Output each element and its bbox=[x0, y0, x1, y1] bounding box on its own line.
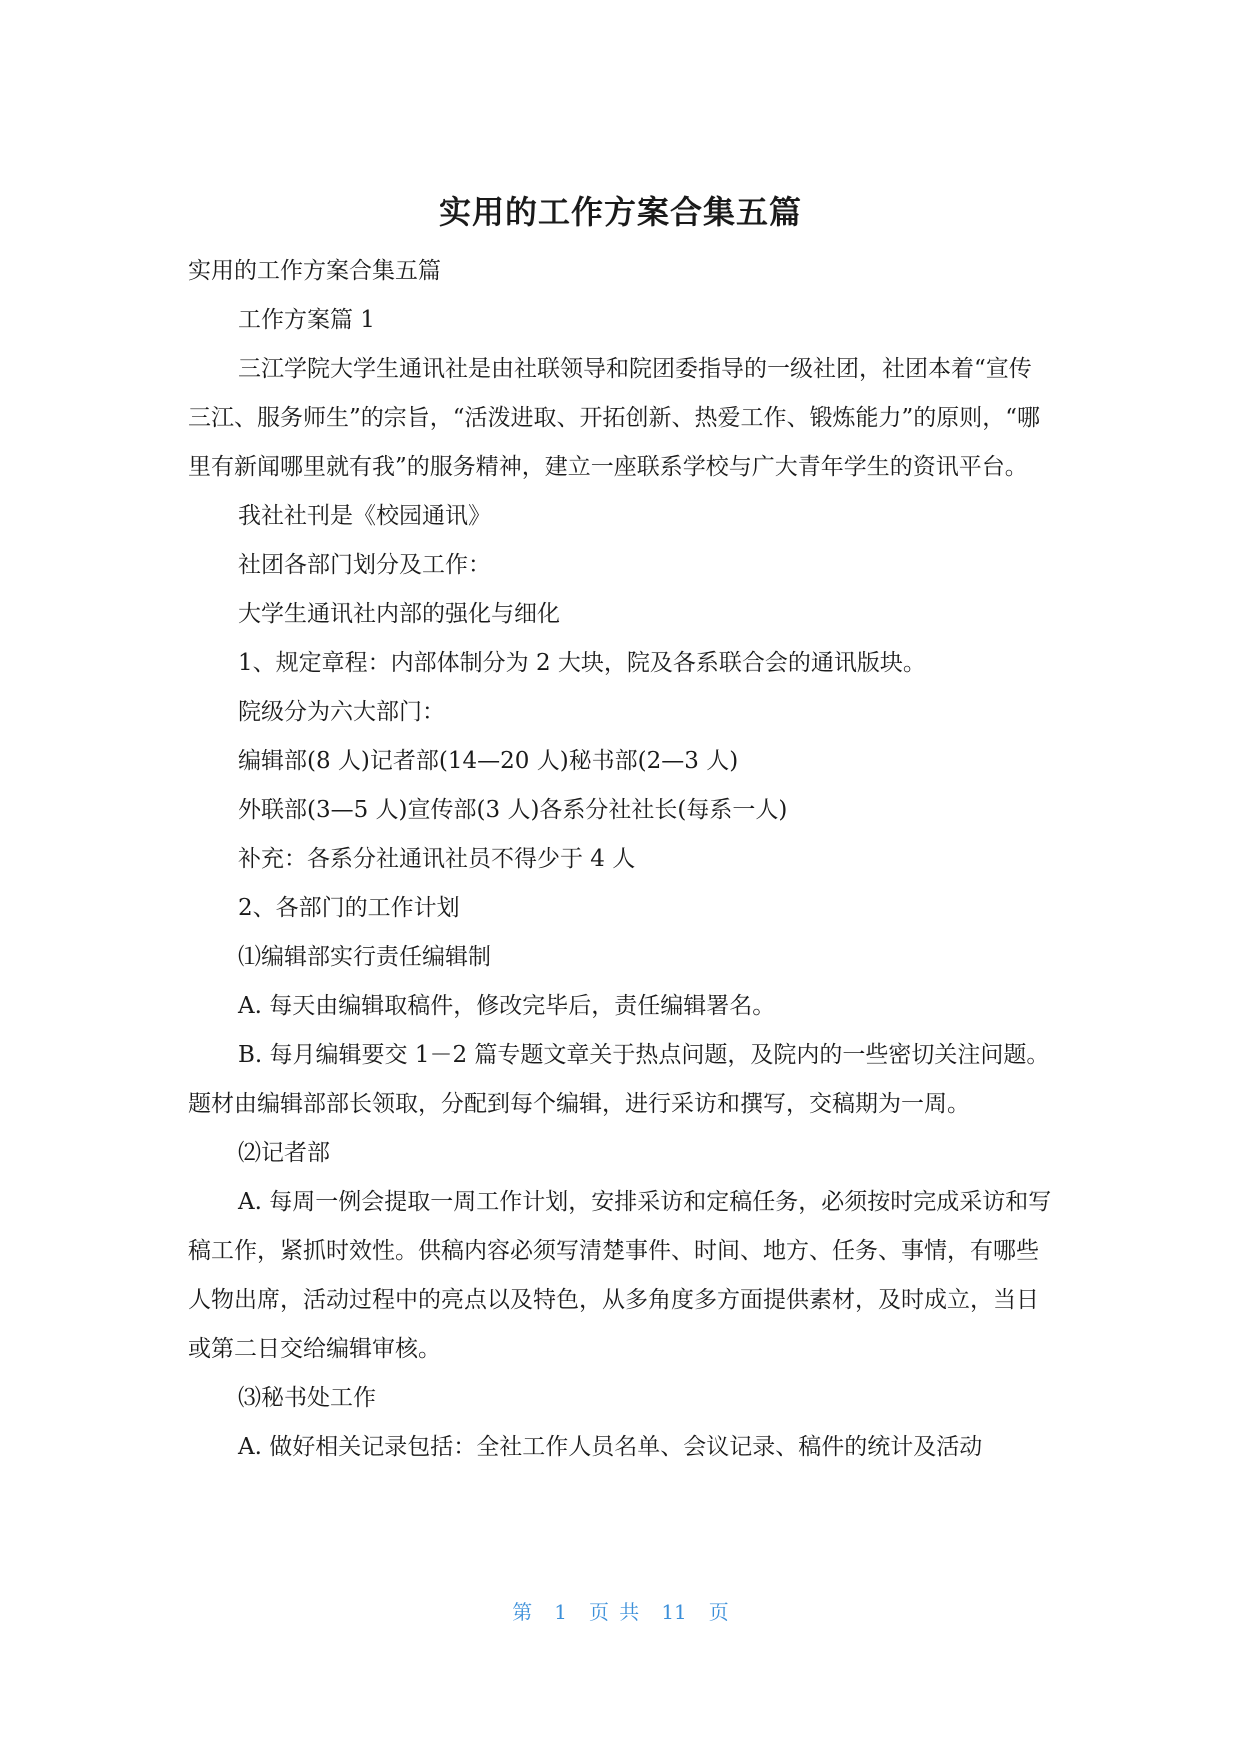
paragraph: ⑵记者部 bbox=[238, 1140, 330, 1166]
paragraph: 2、各部门的工作计划 bbox=[238, 895, 460, 921]
paragraph: 院级分为六大部门： bbox=[238, 699, 445, 725]
paragraph: 我社社刊是《校园通讯》 bbox=[238, 503, 491, 529]
paragraph: 编辑部(8 人)记者部(14—20 人)秘书部(2—3 人) bbox=[238, 748, 739, 774]
footer-page-prefix: 第 bbox=[512, 1600, 533, 1624]
paragraph: 外联部(3—5 人)宣传部(3 人)各系分社社长(每系一人) bbox=[238, 797, 788, 823]
paragraph: 1、规定章程：内部体制分为 2 大块，院及各系联合会的通讯版块。 bbox=[238, 650, 926, 676]
paragraph: 大学生通讯社内部的强化与细化 bbox=[238, 601, 560, 627]
paragraph: A. 做好相关记录包括：全社工作人员名单、会议记录、稿件的统计及活动 bbox=[238, 1434, 983, 1460]
paragraph: ⑴编辑部实行责任编辑制 bbox=[238, 944, 491, 970]
paragraph: 实用的工作方案合集五篇 bbox=[188, 258, 441, 284]
page-footer bbox=[0, 1596, 1241, 1625]
paragraph: ⑶秘书处工作 bbox=[238, 1385, 376, 1411]
footer-page-number: 1 bbox=[554, 1600, 567, 1624]
document-body bbox=[188, 247, 1054, 1472]
paragraph: 工作方案篇 1 bbox=[238, 307, 375, 333]
footer-page-mid: 页 共 bbox=[588, 1600, 640, 1624]
paragraph: 三江学院大学生通讯社是由社联领导和院团委指导的一级社团，社团本着“宣传三江、服务师生”的宗旨，“活泼进取、开拓创新、热爱工作、锻炼能力”的原则，“哪里有新闻哪里就有我”的服务精神，建立一座联系学校与广大青年学生的资讯平台。 bbox=[188, 356, 1041, 480]
footer-page-suffix: 页 bbox=[708, 1600, 729, 1624]
paragraph: 社团各部门划分及工作： bbox=[238, 552, 491, 578]
paragraph: B. 每月编辑要交 1－2 篇专题文章关于热点问题，及院内的一些密切关注问题。题材由编辑部部长领取，分配到每个编辑，进行采访和撰写，交稿期为一周。 bbox=[188, 1042, 1050, 1117]
document-title: 实用的工作方案合集五篇 bbox=[438, 193, 802, 231]
paragraph: 补充：各系分社通讯社员不得少于 4 人 bbox=[238, 846, 636, 872]
footer-page-total: 11 bbox=[661, 1600, 687, 1624]
paragraph: A. 每天由编辑取稿件，修改完毕后，责任编辑署名。 bbox=[238, 993, 776, 1019]
paragraph: A. 每周一例会提取一周工作计划，安排采访和定稿任务，必须按时完成采访和写稿工作，紧抓时效性。供稿内容必须写清楚事件、时间、地方、任务、事情，有哪些人物出席，活动过程中的亮点以及特色，从多角度多方面提供素材，及时成立，当日或第二日交给编辑审核。 bbox=[188, 1189, 1052, 1362]
